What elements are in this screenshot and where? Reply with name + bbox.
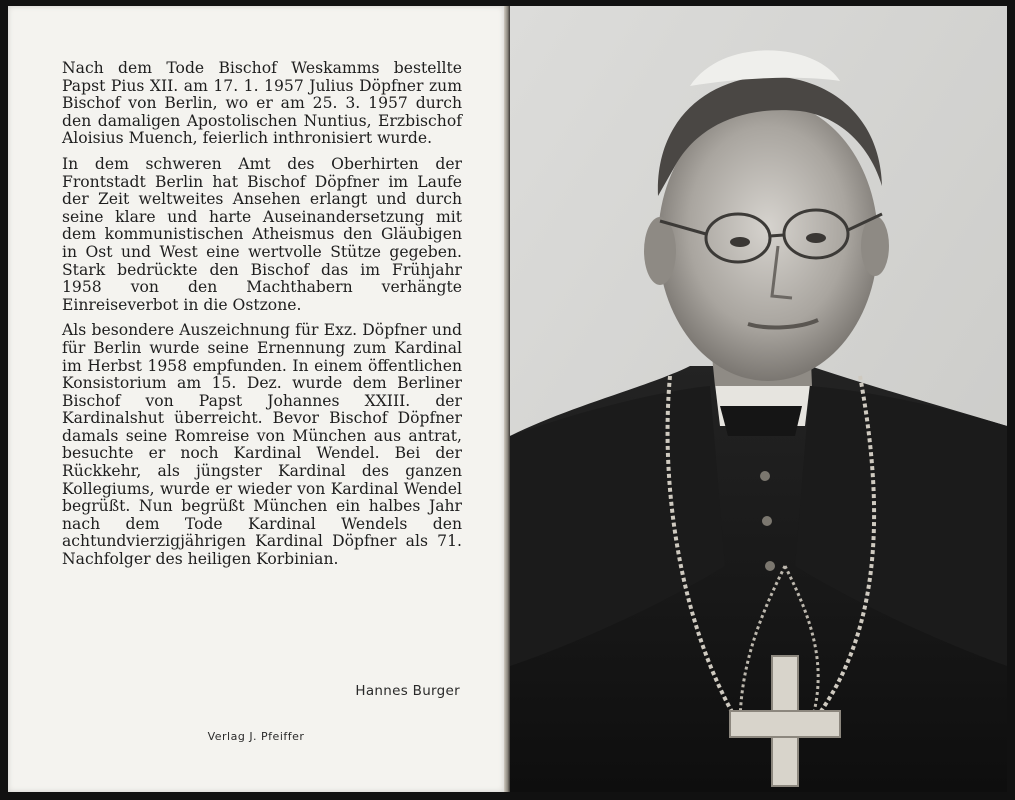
portrait-photo xyxy=(510,6,1007,792)
collar-band xyxy=(720,406,802,436)
paragraph-berlin-office: In dem schweren Amt des Oberhirten der Frontstadt Berlin hat Bischof Döpfner im Laufe der Zeit weltweites Ansehen erlangt und durch seine klare und harte Auseinandersetzung mit dem kommunistischen Atheismus den Gläubigen in Ost und West eine wertvolle Stütze gegeben. Stark bedrückte den Bischof das im Frühjahr 1958 von den Machthabern verhängte Einreiseverbot in die Ostzone. xyxy=(62,154,462,314)
eye-left xyxy=(730,237,750,247)
text-page xyxy=(8,6,504,792)
paragraph-appointment: Nach dem Tode Bischof Weskamms bestellte Papst Pius XII. am 17. 1. 1957 Julius Döpfner zum Bischof von Berlin, wo er am 25. 3. 1957 durch den damaligen Apostolischen Nuntius, Erzbischof Aloisius Muench, feierlich inthronisiert wurde. xyxy=(62,59,462,148)
ear-left xyxy=(644,217,676,285)
paragraph-cardinal: Als besondere Auszeichnung für Exz. Döpfner und für Berlin wurde seine Ernennung zum Kardinal im Herbst 1958 empfunden. In einem öffentlichen Konsistorium am 15. Dez. wurde dem Berliner Bischof von Papst Johannes XXIII. der Kardinalshut überreicht. Bevor Bischof Döpfner damals seine Romreise von München aus antrat, besuchte er noch Kardinal Wendel. Bei der Rückkehr, als jüngster Kardinal des ganzen Kollegiums, wurde er wieder von Kardinal Wendel begrüßt. Nun begrüßt München ein halbes Jahr nach dem Tode Kardinal Wendels den achtundvierzigjährigen Kardinal Döpfner als 71. Nachfolger des heiligen Korbinian. xyxy=(62,321,462,569)
author-signature: Hannes Burger xyxy=(355,683,460,699)
ear-right xyxy=(861,216,889,276)
eye-right xyxy=(806,233,826,243)
publisher-line: Verlag J. Pfeiffer xyxy=(207,730,305,743)
cassock-button xyxy=(762,516,772,526)
photo-page xyxy=(510,6,1007,792)
cassock-button xyxy=(765,561,775,571)
cassock-button xyxy=(760,471,770,481)
biography-text xyxy=(62,60,462,577)
